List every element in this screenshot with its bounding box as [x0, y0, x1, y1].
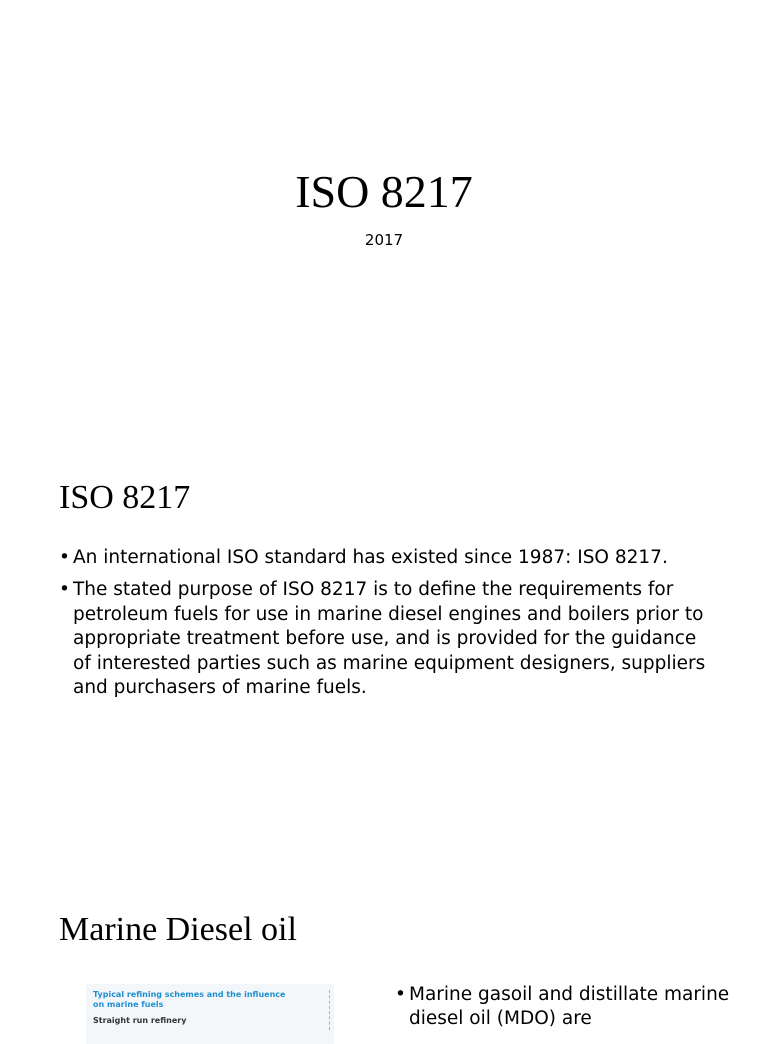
figure-title: Typical refining schemes and the influence on marine fuels: [93, 990, 286, 1009]
figure-subtitle: Straight run refinery: [93, 1016, 187, 1025]
slide-heading: Marine Diesel oil: [59, 911, 297, 948]
figure-divider: [329, 990, 330, 1030]
title-slide: [0, 0, 768, 432]
marine-diesel-oil-slide: [0, 864, 768, 1030]
iso-8217-slide: [0, 432, 768, 864]
bullet-item: • Marine gasoil and distillate marine diesel oil (MDO) are: [395, 983, 735, 1032]
refining-scheme-figure: [86, 984, 334, 1044]
slide-heading: ISO 8217: [59, 479, 191, 516]
presentation-subtitle: 2017: [364, 231, 404, 249]
bullet-list: [395, 983, 735, 1032]
bullet-item: • The stated purpose of ISO 8217 is to define the requirements for petroleum fuels for use in marine diesel engines and boilers prior to appropriate treatment before use, and is provided for the guidance of interested parties such as marine equipment designers, suppliers and purchasers of marine fuels.: [59, 578, 719, 700]
presentation-title: ISO 8217: [295, 166, 473, 217]
bullet-list: [59, 546, 719, 708]
bullet-item: • An international ISO standard has existed since 1987: ISO 8217.: [59, 546, 719, 570]
